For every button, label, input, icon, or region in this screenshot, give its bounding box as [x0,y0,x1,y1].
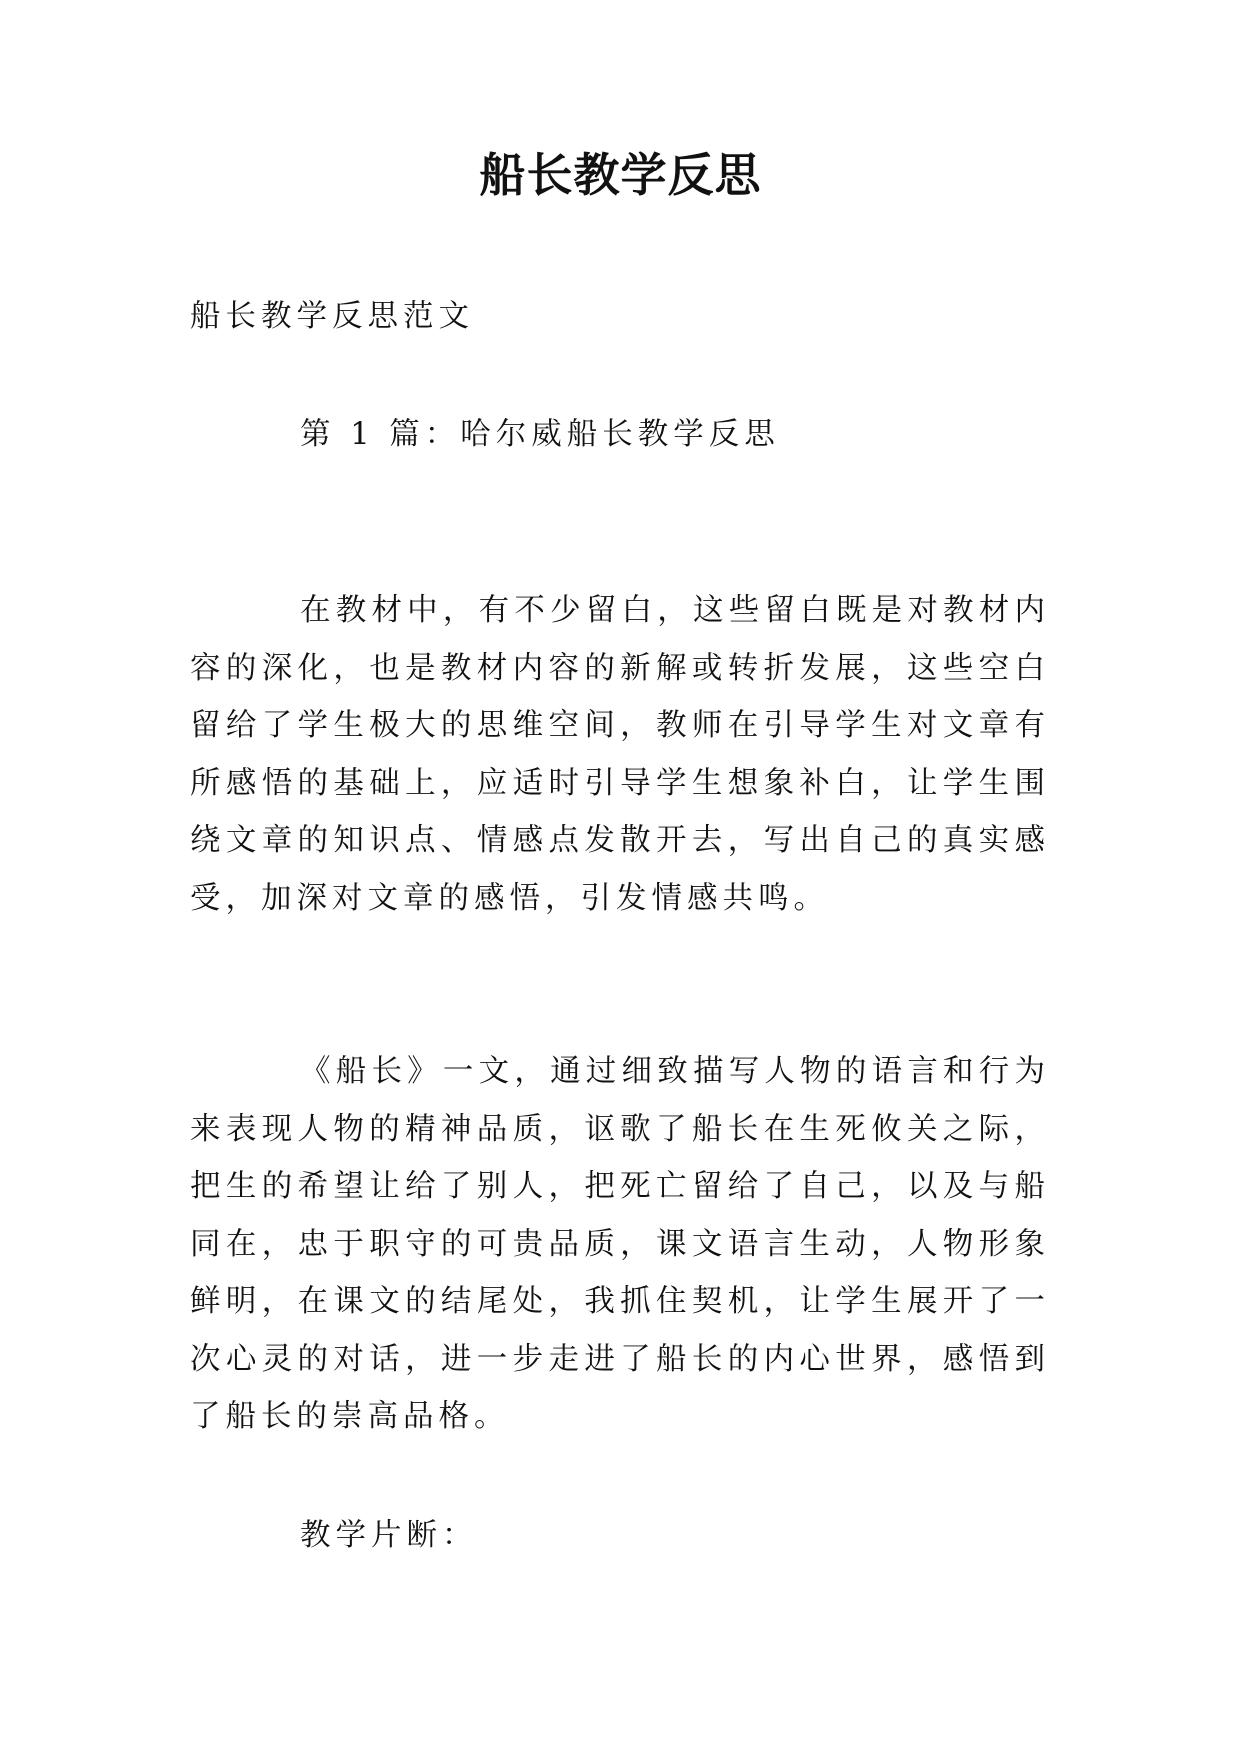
chapter-heading: 第 1 篇：哈尔威船长教学反思 [300,417,780,452]
section-label: 教学片断： [300,1518,478,1553]
document-title: 船长教学反思 [479,148,762,202]
document-subtitle: 船长教学反思范文 [190,299,474,334]
body-paragraph: 在教材中，有不少留白，这些留白既是对教材内容的深化，也是教材内容的新解或转折发展，这些空白留给了学生极大的思维空间，教师在引导学生对文章有所感悟的基础上，应适时引导学生想象补白，让学生围绕文章的知识点、情感点发散开去，写出自己的真实感受，加深对文章的感悟，引发情感共鸣。 [190,593,1050,916]
body-paragraph: 《船长》一文，通过细致描写人物的语言和行为来表现人物的精神品质，讴歌了船长在生死攸关之际，把生的希望让给了别人，把死亡留给了自己，以及与船同在，忠于职守的可贵品质，课文语言生动，人物形象鲜明，在课文的结尾处，我抓住契机，让学生展开了一次心灵的对话，进一步走进了船长的内心世界，感悟到了船长的崇高品格。 [190,1054,1050,1434]
